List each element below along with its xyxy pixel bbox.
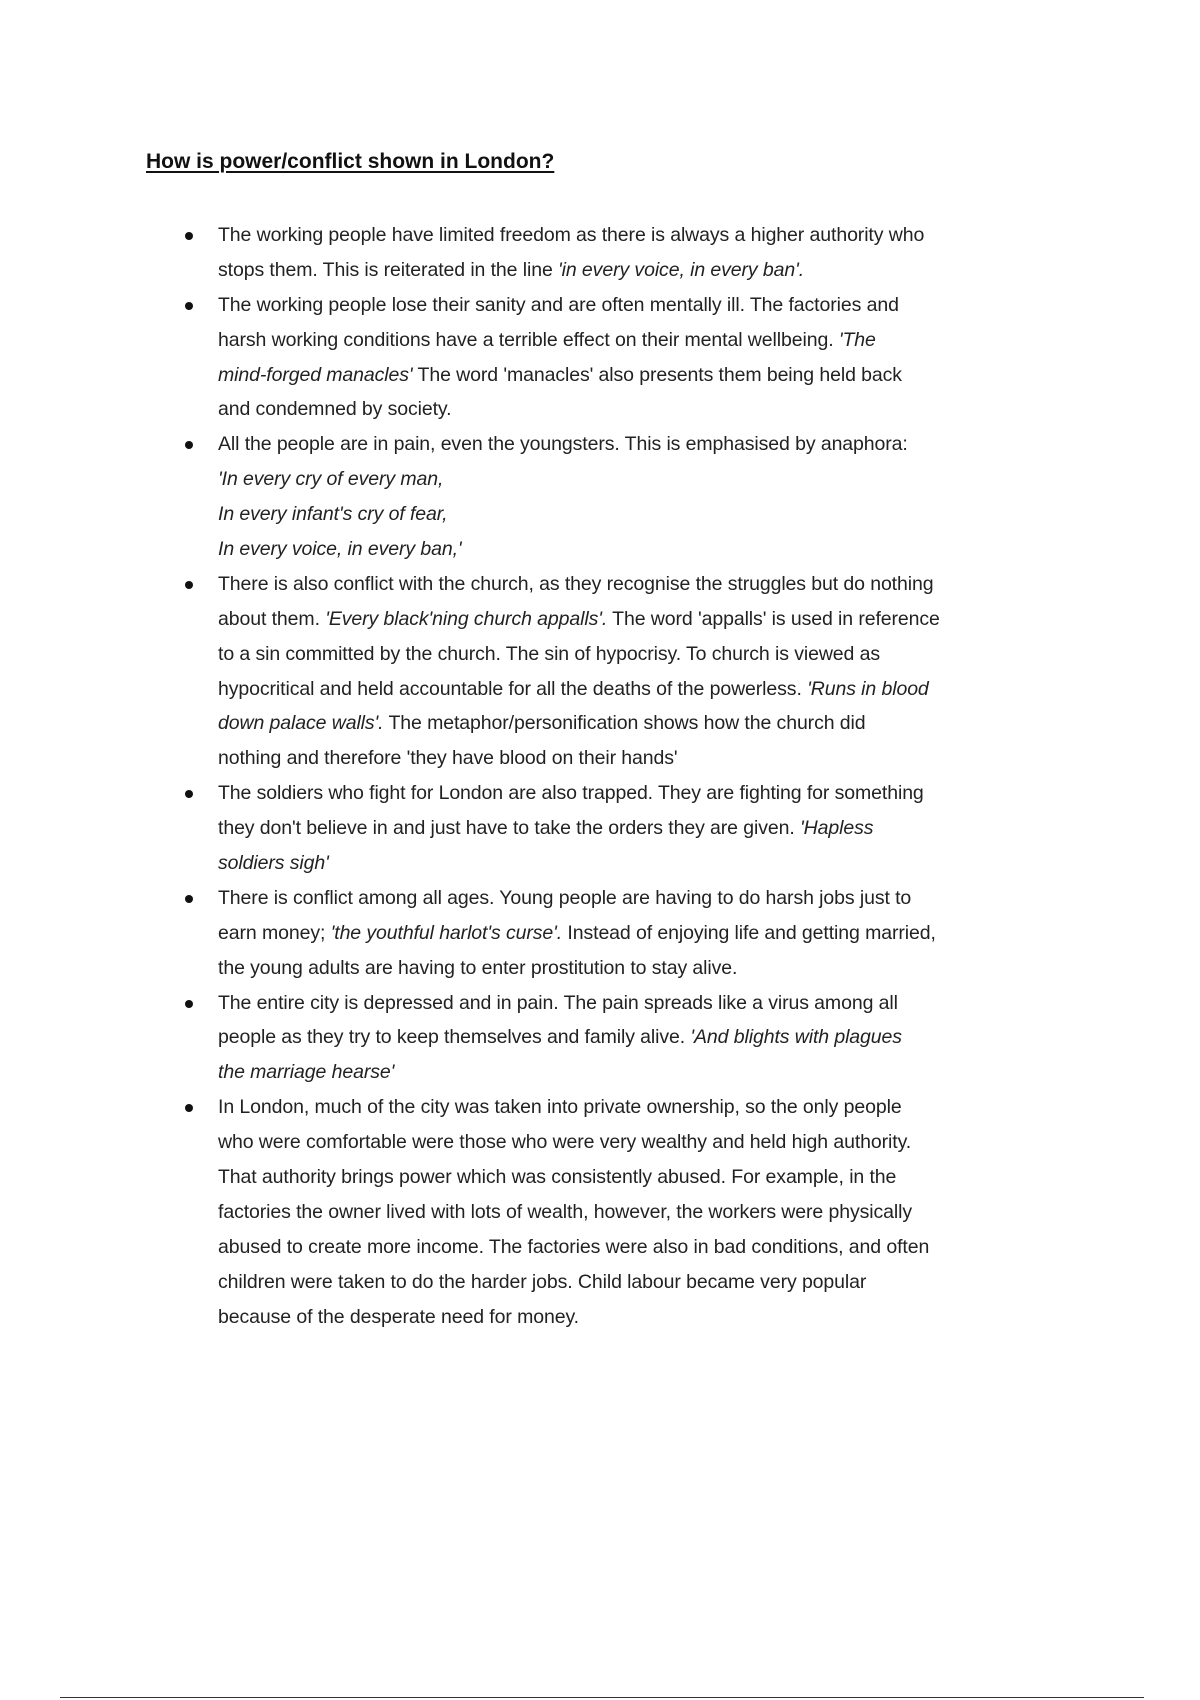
text-line	[218, 532, 1118, 567]
bullet-dot-icon	[185, 302, 193, 310]
body-text: stops them. This is reiterated in the line	[218, 258, 559, 281]
body-text: to a sin committed by the church. The sin of hypocrisy. To church is viewed as	[218, 642, 881, 665]
text-line	[218, 323, 1118, 358]
text-line	[218, 706, 1118, 741]
quote-text: 'The	[838, 328, 876, 351]
body-text: The working people have limited freedom as there is always a higher authority who	[218, 224, 925, 246]
text-line	[218, 1195, 1118, 1230]
text-line	[218, 637, 1118, 672]
text-line	[218, 741, 1118, 776]
quote-text: In every voice, in every ban,'	[218, 538, 462, 561]
text-line	[218, 392, 1118, 427]
text-line	[218, 916, 1118, 951]
quote-text: 'Runs in blood	[807, 677, 929, 700]
body-text: There is conflict among all ages. Young people are having to do harsh jobs just to	[218, 886, 912, 909]
body-text: people as they try to keep themselves and family alive.	[218, 1026, 691, 1049]
body-text: harsh working conditions have a terrible effect on their mental wellbeing.	[218, 328, 839, 351]
text-line	[218, 1090, 1118, 1125]
body-text: nothing and therefore 'they have blood on their hands'	[218, 747, 678, 770]
text-line	[218, 1230, 1118, 1265]
bullet-dot-icon	[185, 895, 193, 903]
quote-text: 'Every black'ning church appalls'.	[325, 607, 608, 630]
bullet-dot-icon	[185, 1000, 193, 1008]
body-text: who were comfortable were those who were very wealthy and held high authority.	[218, 1131, 912, 1154]
text-line	[218, 462, 1118, 497]
quote-text: 'Hapless	[800, 817, 874, 840]
body-text: The word 'manacles' also presents them being held back	[412, 363, 902, 386]
text-line	[218, 602, 1118, 637]
bullet-item	[218, 881, 1118, 986]
body-text: The entire city is depressed and in pain. The pain spreads like a virus among all	[218, 991, 898, 1014]
body-text: because of the desperate need for money.	[218, 1305, 579, 1328]
bullet-list	[218, 218, 1118, 1335]
text-line	[218, 1125, 1118, 1160]
body-text: factories the owner lived with lots of wealth, however, the workers were physically	[218, 1200, 913, 1223]
text-line	[218, 497, 1118, 532]
text-line	[218, 427, 1118, 462]
page-divider	[60, 1697, 1144, 1698]
text-line	[218, 986, 1118, 1021]
quote-text: 'the youthful harlot's curse'.	[330, 921, 563, 944]
text-line	[218, 1055, 1118, 1090]
text-line	[218, 288, 1118, 323]
quote-text: 'In every cry of every man,	[218, 468, 444, 491]
text-line	[218, 1300, 1118, 1335]
quote-text: down palace walls'.	[218, 712, 384, 735]
quote-text: mind-forged manacles'	[218, 363, 413, 386]
body-text: The word 'appalls' is used in reference	[607, 607, 940, 630]
text-line	[218, 881, 1118, 916]
body-text: The soldiers who fight for London are also trapped. They are fighting for something	[218, 782, 924, 805]
body-text: and condemned by society.	[218, 398, 452, 421]
quote-text: In every infant's cry of fear,	[218, 503, 448, 526]
body-text: That authority brings power which was consistently abused. For example, in the	[218, 1166, 897, 1189]
bullet-dot-icon	[185, 1104, 193, 1112]
bullet-item	[218, 986, 1118, 1091]
bullet-item	[218, 218, 1118, 288]
text-line	[218, 253, 1118, 288]
text-line	[218, 358, 1118, 393]
quote-text: 'And blights with plagues	[690, 1026, 902, 1049]
bullet-item	[218, 567, 1118, 776]
body-text: The working people lose their sanity and are often mentally ill. The factories and	[218, 293, 899, 316]
bullet-dot-icon	[185, 790, 193, 798]
text-line	[218, 672, 1118, 707]
body-text: abused to create more income. The factories were also in bad conditions, and often	[218, 1235, 930, 1258]
text-line	[218, 846, 1118, 881]
bullet-dot-icon	[185, 581, 193, 589]
text-line	[218, 567, 1118, 602]
bullet-dot-icon	[185, 232, 193, 240]
text-line	[218, 776, 1118, 811]
body-text: All the people are in pain, even the youngsters. This is emphasised by anaphora:	[218, 433, 908, 456]
body-text: hypocritical and held accountable for all the deaths of the powerless.	[218, 677, 808, 700]
bullet-item	[218, 1090, 1118, 1334]
bullet-item	[218, 776, 1118, 881]
body-text: the young adults are having to enter prostitution to stay alive.	[218, 956, 738, 979]
body-text: they don't believe in and just have to take the orders they are given.	[218, 817, 800, 840]
body-text: Instead of enjoying life and getting married,	[562, 921, 936, 944]
body-text: earn money;	[218, 921, 331, 944]
text-line	[218, 1160, 1118, 1195]
text-line	[218, 1265, 1118, 1300]
body-text: children were taken to do the harder jobs. Child labour became very popular	[218, 1270, 867, 1293]
text-line	[218, 951, 1118, 986]
bullet-item	[218, 288, 1118, 428]
page-title: How is power/conflict shown in London?	[146, 150, 555, 173]
body-text: In London, much of the city was taken into private ownership, so the only people	[218, 1096, 902, 1119]
body-text: about them.	[218, 607, 326, 630]
text-line	[218, 811, 1118, 846]
quote-text: the marriage hearse'	[218, 1061, 395, 1084]
body-text: There is also conflict with the church, as they recognise the struggles but do nothing	[218, 572, 934, 595]
bullet-dot-icon	[185, 441, 193, 449]
quote-text: soldiers sigh'	[218, 852, 329, 875]
text-line	[218, 218, 1118, 253]
bullet-item	[218, 427, 1118, 567]
body-text: The metaphor/personification shows how the church did	[383, 712, 866, 735]
text-line	[218, 1020, 1118, 1055]
quote-text: 'in every voice, in every ban'.	[558, 258, 805, 281]
